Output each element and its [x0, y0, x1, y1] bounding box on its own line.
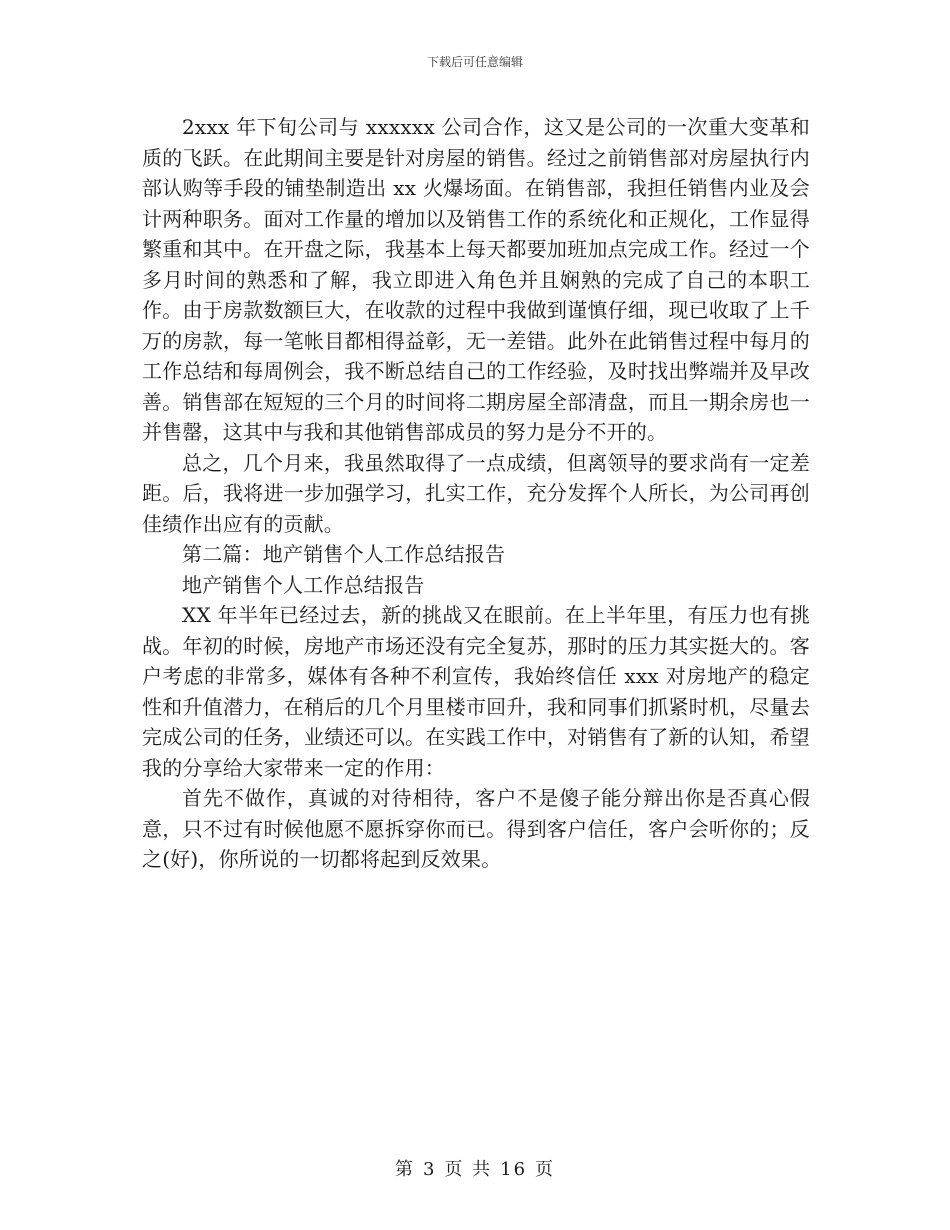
footer-total-pages: 16 — [500, 1159, 528, 1180]
footer-prefix: 第 — [394, 1159, 415, 1180]
footer-page-number: 3 — [422, 1159, 437, 1180]
section-heading: 第二篇：地产销售个人工作总结报告 — [182, 542, 506, 566]
footer-suffix: 页 — [535, 1159, 556, 1180]
paragraph-half-year: XX 年半年已经过去，新的挑战又在眼前。在上半年里，有压力也有挑战。年初的时候，房地产市场还没有完全复苏，那时的压力其实挺大的。客户考虑的非常多，媒体有各种不利宣传，我始终信任 xxx 对房地产的稳定性和升值潜力，在稍后的几个月里楼市回升，我和同事们抓紧时机，尽量去完成公司的任务，业绩还可以。在实践工作中，对销售有了新的认知，希望我的分享给大家带来一定的作用： — [142, 603, 810, 780]
page-footer — [0, 1155, 950, 1181]
report-title: 地产销售个人工作总结报告 — [182, 572, 425, 597]
footer-middle: 页 共 — [444, 1159, 493, 1180]
document-body — [142, 112, 810, 875]
paragraph-sincerity: 首先不做作，真诚的对待相待，客户不是傻子能分辩出你是否真心假意，只不过有时候他愿不愿拆穿你而已。得到客户信任，客户会听你的；反之(好)，你所说的一切都将起到反效果。 — [142, 786, 810, 871]
paragraph-summary: 总之，几个月来，我虽然取得了一点成绩，但离领导的要求尚有一定差距。后，我将进一步加强学习，扎实工作，充分发挥个人所长，为公司再创佳绩作出应有的贡献。 — [142, 450, 810, 536]
paragraph-sales-cooperation: 2xxx 年下旬公司与 xxxxxx 公司合作，这又是公司的一次重大变革和质的飞跃。在此期间主要是针对房屋的销售。经过之前销售部对房屋执行内部认购等手段的铺垫制造出 xx 火爆场面。在销售部，我担任销售内业及会计两种职务。面对工作量的增加以及销售工作的系统化和正规化，工作显得繁重和其中。在开盘之际，我基本上每天都要加班加点完成工作。经过一个多月时间的熟悉和了解，我立即进入角色并且娴熟的完成了自己的本职工作。由于房款数额巨大，在收款的过程中我做到谨慎仔细，现已收取了上千万的房款，每一笔帐目都相得益彰，无一差错。此外在此销售过程中每月的工作总结和每周例会，我不断总结自己的工作经验，及时找出弊端并及早改善。销售部在短短的三个月的时间将二期房屋全部清盘，而且一期余房也一并售罄，这其中与我和其他销售部成员的努力是分不开的。 — [142, 115, 810, 444]
page-header: 下载后可任意编辑 — [426, 55, 523, 69]
